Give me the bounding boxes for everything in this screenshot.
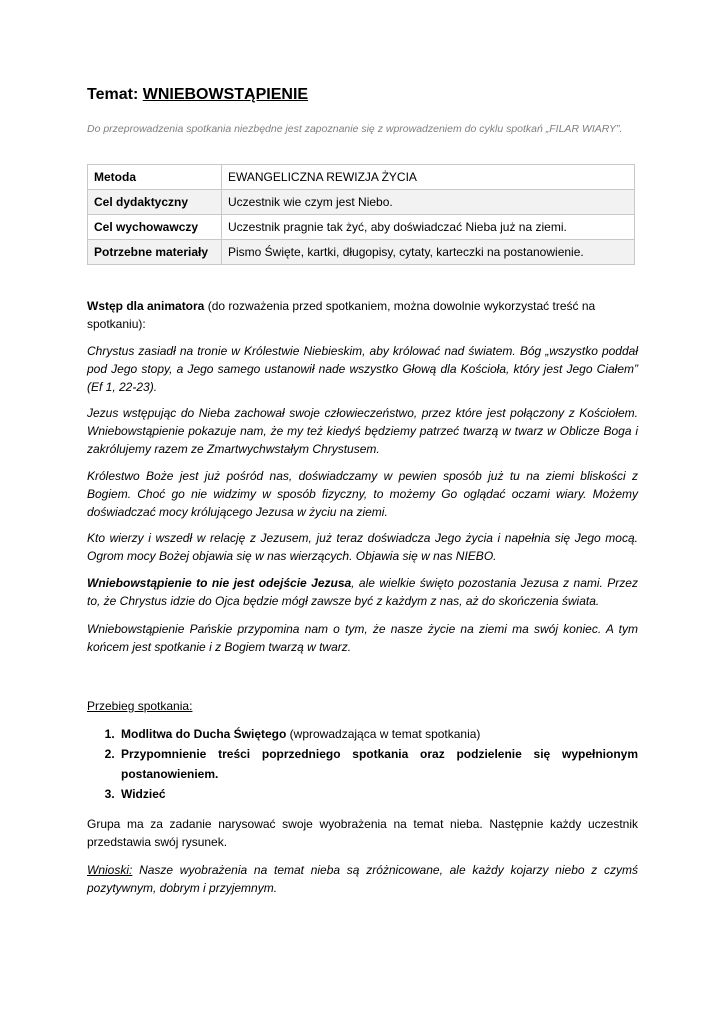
conclusions-text: Nasze wyobrażenia na temat nieba są zróżnicowane, ale każdy kojarzy niebo z czymś pozytywnym, dobrym i przyjemnym.	[87, 863, 638, 895]
paragraph-5-rest: , ale wielkie święto pozostania Jezusa z nami. Przez to, że Chrystus idzie do Ojca będzie mógł zawsze być z każdym z nas, aż do skończenia świata.	[87, 576, 638, 608]
meta-key: Cel wychowawczy	[88, 215, 222, 240]
meta-key: Potrzebne materiały	[88, 240, 222, 265]
step-label: Przypomnienie treści poprzedniego spotkania oraz podzielenie się wypełnionym postanowieniem.	[121, 747, 638, 781]
course-heading-text: Przebieg spotkania:	[87, 699, 193, 713]
list-item	[118, 784, 638, 804]
animator-intro	[87, 297, 638, 333]
conclusions-label: Wnioski:	[87, 863, 133, 877]
table-row	[88, 215, 635, 240]
paragraph-5-bold: Wniebowstąpienie to nie jest odejście Jezusa	[87, 576, 352, 590]
list-item	[118, 744, 638, 784]
course-heading	[87, 697, 638, 715]
title-prefix: Temat:	[87, 86, 143, 103]
table-row	[88, 190, 635, 215]
meta-value: EWANGELICZNA REWIZJA ŻYCIA	[222, 165, 635, 190]
meta-value: Uczestnik pragnie tak żyć, aby doświadczać Nieba już na ziemi.	[222, 215, 635, 240]
paragraph-2: Jezus wstępując do Nieba zachował swoje człowieczeństwo, przez które jest połączony z Kościołem. Wniebowstąpienie pokazuje nam, że my też kiedyś będziemy patrzeć twarzą w twarz w Oblicze Boga i zakrólujemy razem ze Zmartwychwstałym Chrystusem.	[87, 406, 638, 456]
meta-value: Pismo Święte, kartki, długopisy, cytaty, karteczki na postanowienie.	[222, 240, 635, 265]
paragraph-6: Wniebowstąpienie Pańskie przypomina nam o tym, że nasze życie na ziemi ma swój koniec. A tym końcem jest spotkanie i z Bogiem twarzą w twarz.	[87, 622, 638, 654]
paragraph-4: Kto wierzy i wszedł w relację z Jezusem, już teraz doświadcza Jego życia i napełnia się Jego mocą. Ogrom mocy Bożej objawia się w nas wierzących. Objawia się w nas NIEBO.	[87, 531, 638, 563]
conclusions-paragraph	[87, 861, 638, 897]
course-steps	[87, 724, 638, 804]
intro-note: Do przeprowadzenia spotkania niezbędne jest zapoznanie się z wprowadzeniem do cyklu spotkań „FILAR WIARY”.	[87, 123, 623, 135]
step-label: Widzieć	[121, 787, 166, 801]
step-label: Modlitwa do Ducha Świętego	[121, 727, 287, 741]
task-paragraph: Grupa ma za zadanie narysować swoje wyobrażenia na temat nieba. Następnie każdy uczestnik przedstawia swój rysunek.	[87, 817, 638, 849]
animator-label: Wstęp dla animatora	[87, 299, 205, 313]
meta-table	[87, 164, 635, 265]
paragraph-3: Królestwo Boże jest już pośród nas, doświadczamy w pewien sposób już tu na ziemi bliskości z Bogiem. Choć go nie widzimy w sposób fizyczny, to możemy Go oglądać oczami wiary. Możemy doświadczać mocy królującego Jezusa w życiu na ziemi.	[87, 469, 638, 519]
table-row	[88, 240, 635, 265]
animator-note: (do rozważenia przed spotkaniem, można dowolnie wykorzystać treść na spotkaniu):	[87, 299, 596, 331]
meta-key: Metoda	[88, 165, 222, 190]
title-topic: WNIEBOWSTĄPIENIE	[142, 86, 309, 103]
step-note: (wprowadzająca w temat spotkania)	[286, 727, 481, 741]
table-row	[88, 165, 635, 190]
meta-key: Cel dydaktyczny	[88, 190, 222, 215]
paragraph-1: Chrystus zasiadł na tronie w Królestwie Niebieskim, aby królować nad światem. Bóg „wszystko poddał pod Jego stopy, a Jego samego ustanowił nade wszystko Głową dla Kościoła, który jest Jego Ciałem” (Ef 1, 22-23).	[87, 344, 638, 394]
meta-value: Uczestnik wie czym jest Niebo.	[222, 190, 635, 215]
page-title	[87, 86, 308, 104]
paragraph-5	[87, 574, 638, 610]
list-item	[118, 724, 638, 744]
